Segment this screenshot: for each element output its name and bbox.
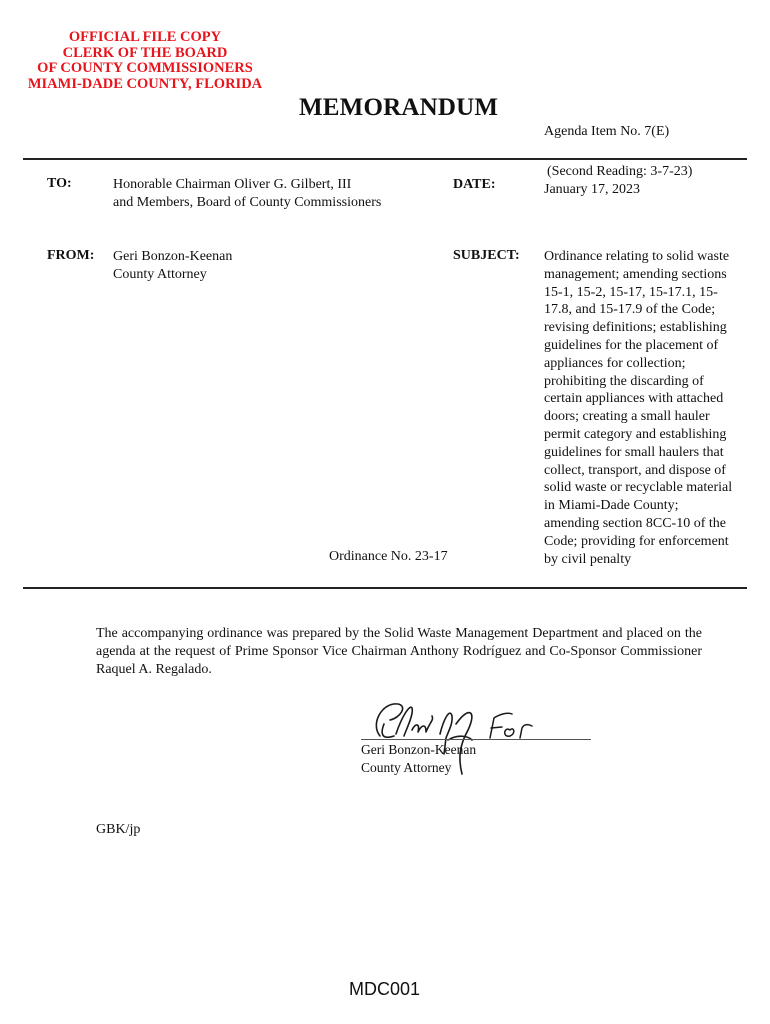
ordinance-number: Ordinance No. 23-17 [329,549,448,564]
memo-date: January 17, 2023 [544,181,641,197]
subject-line: guidelines for the placement of [544,337,719,353]
subject-label: SUBJECT: [453,248,520,263]
typist-initials: GBK/jp [96,822,141,837]
to-line: Honorable Chairman Oliver G. Gilbert, III [113,177,352,192]
subject-line: in Miami-Dade County; [544,498,679,514]
date-label: DATE: [453,177,496,192]
to-recipients [113,176,381,212]
subject-line: 15-1, 15-2, 15-17, 15-17.1, 15- [544,284,718,300]
stamp-line: MIAMI-DADE COUNTY, FLORIDA [27,75,263,92]
subject-line: permit category and establishing [544,426,727,442]
signature-line [361,739,591,740]
page-footer-code: MDC001 [349,979,421,999]
subject-line: appliances for collection; [544,355,686,371]
agenda-item-number: Agenda Item No. 7(E) [544,124,670,139]
subject-line: prohibiting the discarding of [544,373,704,389]
subject-line: solid waste or recyclable material [544,480,733,496]
subject-line: certain appliances with attached [544,391,724,407]
stamp-line: OF COUNTY COMMISSIONERS [37,60,253,76]
handwritten-for [490,713,532,738]
to-line: and Members, Board of County Commissioners [113,194,382,210]
header-divider [23,158,747,160]
subject-line: 17.8, and 15-17.9 of the Code; [544,302,716,318]
date-block [544,163,692,199]
stamp-line: CLERK OF THE BOARD [62,44,228,61]
subject-line: Code; providing for enforcement [544,533,729,549]
memo-title: MEMORANDUM [299,94,499,121]
signatory-name: Geri Bonzon-Keenan [361,742,477,757]
subject-text [544,248,754,568]
subject-line: revising definitions; establishing [544,320,727,336]
from-label: FROM: [47,248,95,263]
subject-divider [23,587,747,589]
subject-line: collect, transport, and dispose of [544,462,726,478]
subject-line: guidelines for small haulers that [544,444,724,460]
subject-line: by civil penalty [544,551,632,567]
second-reading-note: (Second Reading: 3-7-23) [547,164,693,179]
from-line: Geri Bonzon-Keenan [113,249,233,264]
subject-line: doors; creating a small hauler [544,409,710,425]
signatory [361,741,476,777]
subject-line: amending section 8CC-10 of the [544,515,726,531]
subject-line: Ordinance relating to solid waste [544,249,730,264]
subject-line: management; amending sections [544,266,727,282]
from-line: County Attorney [113,266,207,282]
from-sender [113,248,232,284]
stamp-line: OFFICIAL FILE COPY [68,29,222,45]
official-file-copy-stamp [0,30,290,92]
signatory-title: County Attorney [361,760,452,775]
to-label: TO: [47,176,72,191]
memo-body-paragraph: The accompanying ordinance was prepared by the Solid Waste Management Department and placed on the agenda at the request of Prime Sponsor Vice Chairman Anthony Rodríguez and Co-Sponsor Commissioner Raquel A. Regalado. [96,626,702,677]
